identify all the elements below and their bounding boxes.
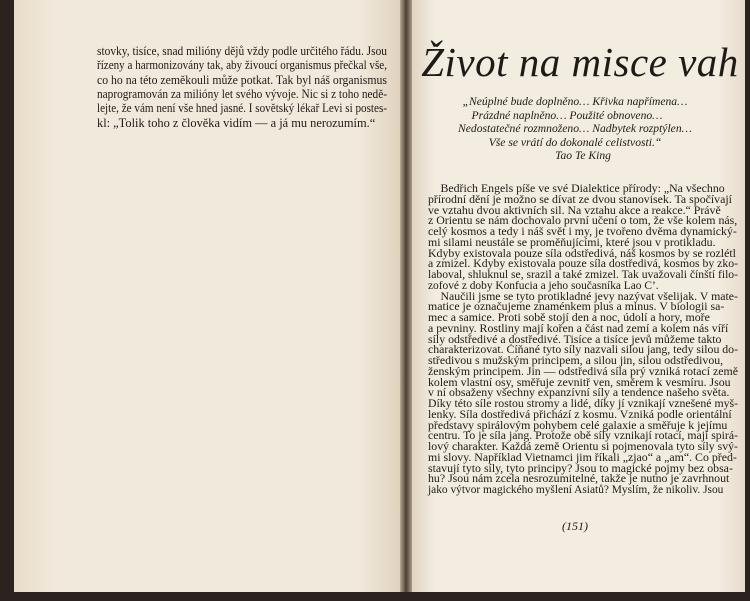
epigraph-line: Nedostatečné rozmnoženo… Nadbytek rozptýlen… [458,122,692,136]
text-line: středivou s mužským principem, a silou jin, silou odstředivou, [428,355,724,367]
text-line: přírodní dění je možno se dívat ze dvou stanovisek. Ta spočívají [428,193,732,206]
text-line: jako výtvor magického myšlení Asiatů? Myslím, že nikoliv. Jsou [428,484,724,496]
text-line: hu? Jsou nám zcela nesrozumitelné, takže je nutno je zavrhnout [428,473,730,486]
text-line: Naučili jsme se tyto protikladné jevy nazývat všelijak. V mate- [440,290,738,303]
text-line: celý kosmos a tedy i náš svět i my, je tvořeno dvěma dynamický- [428,226,737,238]
text-line: Díky této síle rostou stromy a lidé, díky jí vznikají vznešené myš- [428,398,738,410]
page-number: (151) [562,519,588,533]
text-line: lový charakter. Každá země Orientu si pojmenovala tyto síly svý- [428,441,738,453]
text-line: centru. To je síla jang. Protože obě síly vznikají rotací, mají spirá- [428,430,738,443]
chapter-title: Život na misce vah [421,39,739,85]
epigraph-line: „Neúplné bude doplněno… Křivka napřímena… [462,95,688,108]
epigraph-line: Prázdné naplněno… Použité obnoveno… [471,108,663,122]
text-line: Bedřich Engels píše ve své Dialektice přírody: „Na všechno [440,183,725,195]
text-line: z Orientu se nám dochovalo první učení o tom, že vše kolem nás, [428,215,738,228]
text-line: laboval, shluknul se, srazil a také zmizel. Tak uvažovali čínští filo- [428,269,738,281]
text-line: mec a samice. Proti sobě stojí den a noc, údolí a hory, moře [428,312,710,324]
text-line: co ho na této zeměkouli může potkat. Tak byl náš organismus [97,72,387,87]
text-line: kolem vlastní osy, směřuje zevnitř ven, směrem k vesmíru. Jsou [428,376,731,389]
text-line: ve vztahu dvou aktivních sil. Na vztahu akce a reakce.“ Právě [428,204,721,217]
epigraph-source: Tao Te King [555,149,611,163]
text-line: lejte, že vám není vše hned jasné. I sovětský lékař Levi si postes- [97,101,387,116]
text-line: a pevniny. Rostliny mají kořen a část nad zemí a kolem nás víří [428,322,729,335]
text-line: a zmizel. Kdyby existovala pouze síla dostředivá, kosmos by zko- [428,258,738,271]
text-line: matice je označujeme znaménkem plus a minus. V biologii sa- [428,301,725,314]
text-line: kl: „Tolik toho z člověka vidím — a já mu nerozumím.“ [97,115,376,130]
text-line: v ní obsaženy všechny expanzívní síly a tendence našeho světa. [428,387,730,400]
text-line: síly odstředivé a dostředivé. Tisíce a tisíce jevů můžeme takto [428,333,722,346]
text-line: naprogramován za milióny let svého vývoje. Nic si z toho nedě- [97,86,387,101]
text-line: mi silami neustále se proměňujícími, které jsou v protikladu. [428,236,716,249]
text-line: charakterizovat. Číňané tyto síly nazvali silou jang, tedy silou do- [428,344,738,357]
text-line: řízeny a harmonizovány tak, aby živoucí organismus přečkal vše, [97,58,387,73]
text-line: stavují tyto síly, tyto principy? Jsou to magické pojmy bez obsa- [428,462,733,475]
text-line: stovky, tisíce, snad milióny dějů vždy podle určitého řádu. Jsou [97,44,387,58]
text-line: mi slovy. Například Vietnamci jim říkali „zjao“ a „am“. Co před- [428,451,737,464]
epigraph-line: Vše se vrátí do dokonalé celistvosti.“ [488,135,662,149]
text-line: ženským principem. Jin — odstředivá síla prý vzniká rotací země [428,365,738,378]
text-line: představy spirálovým pohybem celé galaxie a směřuje k jejímu [428,419,728,432]
text-line: lenky. Síla dostředivá přichází z kosmu. Vzniká podle orientální [428,408,732,421]
text-line: zofové z doby Konfucia a jeho současníka Lao C’. [428,279,659,292]
text-line: Kdyby existovala pouze síla odstředivá, náš kosmos by se rozlétl [428,247,736,260]
